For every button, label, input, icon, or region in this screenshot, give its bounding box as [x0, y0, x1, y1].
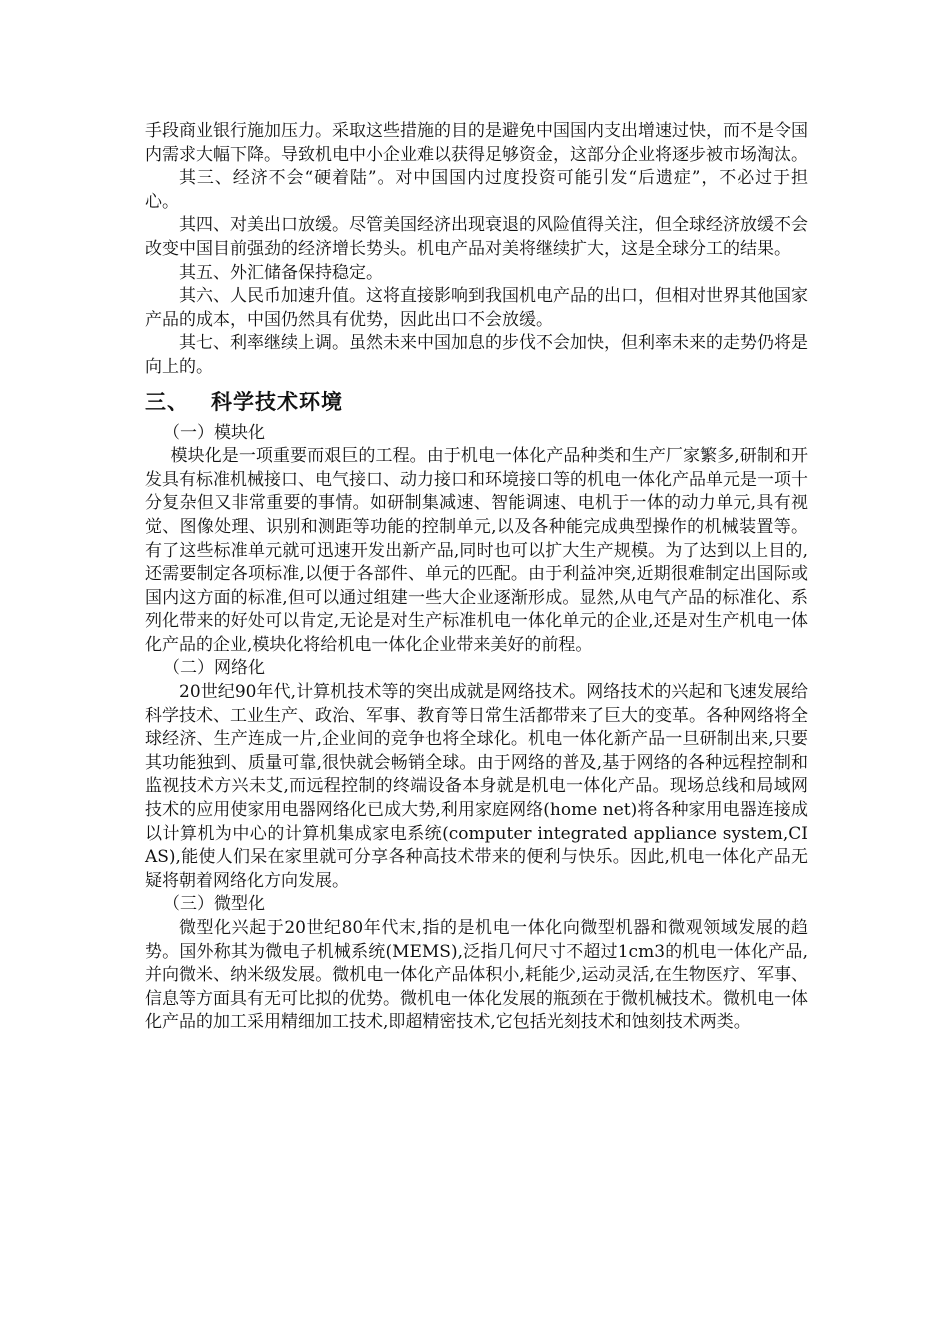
subsection-body-network: 20世纪90年代,计算机技术等的突出成就是网络技术。网络技术的兴起和飞速发展给科学技术、工业生产、政治、军事、教育等日常生活都带来了巨大的变革。各种网络将全球经济、生产连成一片,企业间的竞争也将全球化。机电一体化新产品一旦研制出来,只要其功能独到、质量可靠,很快就会畅销全球。由于网络的普及,基于网络的各种远程控制和监视技术方兴未艾,而远程控制的终端设备本身就是机电一体化产品。现场总线和局域网技术的应用使家用电器网络化已成大势,利用家庭网络(home net)将各种家用电器连接成以计算机为中心的计算机集成家电系统(computer integrated appliance system,CIAS),能使人们呆在家里就可分享各种高技术带来的便利与快乐。因此,机电一体化产品无疑将朝着网络化方向发展。	[145, 682, 808, 891]
section-heading	[145, 386, 808, 418]
subsection-heading-micro: （三）微型化	[163, 894, 265, 915]
paragraph-continuation: 手段商业银行施加压力。采取这些措施的目的是避免中国国内支出增速过快，而不是令国内需求大幅下降。导致机电中小企业难以获得足够资金，这部分企业将逐步被市场淘汰。	[145, 121, 808, 165]
subsection-body-micro: 微型化兴起于20世纪80年代末,指的是机电一体化向微型机器和微观领域发展的趋势。国外称其为微电子机械系统(MEMS),泛指几何尺寸不超过1cm3的机电一体化产品,并向微米、纳米级发展。微机电一体化产品体积小,耗能少,运动灵活,在生物医疗、军事、信息等方面具有无可比拟的优势。微机电一体化发展的瓶颈在于微机械技术。微机电一体化产品的加工采用精细加工技术,即超精密技术,它包括光刻技术和蚀刻技术两类。	[145, 918, 808, 1033]
subsection-body-modular: 模块化是一项重要而艰巨的工程。由于机电一体化产品种类和生产厂家繁多,研制和开发具有标准机械接口、电气接口、动力接口和环境接口等的机电一体化产品单元是一项十分复杂但又非常重要的事情。如研制集减速、智能调速、电机于一体的动力单元,具有视觉、图像处理、识别和测距等功能的控制单元,以及各种能完成典型操作的机械装置等。有了这些标准单元就可迅速开发出新产品,同时也可以扩大生产规模。为了达到以上目的,还需要制定各项标准,以便于各部件、单元的匹配。由于利益冲突,近期很难制定出国际或国内这方面的标准,但可以通过组建一些大企业逐渐形成。显然,从电气产品的标准化、系列化带来的好处可以肯定,无论是对生产标准机电一体化单元的企业,还是对生产机电一体化产品的企业,模块化将给机电一体化企业带来美好的前程。	[145, 446, 808, 655]
subsection-heading-network: （二）网络化	[163, 658, 265, 679]
paragraph-point-three: 其三、经济不会“硬着陆”。对中国国内过度投资可能引发“后遗症”，不必过于担心。	[145, 168, 808, 212]
paragraph-point-seven: 其七、利率继续上调。虽然未来中国加息的步伐不会加快，但利率未来的走势仍将是向上的。	[145, 333, 808, 377]
document-page	[145, 120, 808, 1035]
section-number: 三、	[145, 389, 189, 414]
paragraph-point-four: 其四、对美出口放缓。尽管美国经济出现衰退的风险值得关注，但全球经济放缓不会改变中国目前强劲的经济增长势头。机电产品对美将继续扩大，这是全球分工的结果。	[145, 215, 808, 259]
section-title: 科学技术环境	[211, 389, 343, 414]
paragraph-point-six: 其六、人民币加速升值。这将直接影响到我国机电产品的出口，但相对世界其他国家产品的成本，中国仍然具有优势，因此出口不会放缓。	[145, 286, 808, 330]
subsection-heading-modular: （一）模块化	[163, 422, 265, 443]
paragraph-point-five: 其五、外汇储备保持稳定。	[179, 262, 383, 283]
